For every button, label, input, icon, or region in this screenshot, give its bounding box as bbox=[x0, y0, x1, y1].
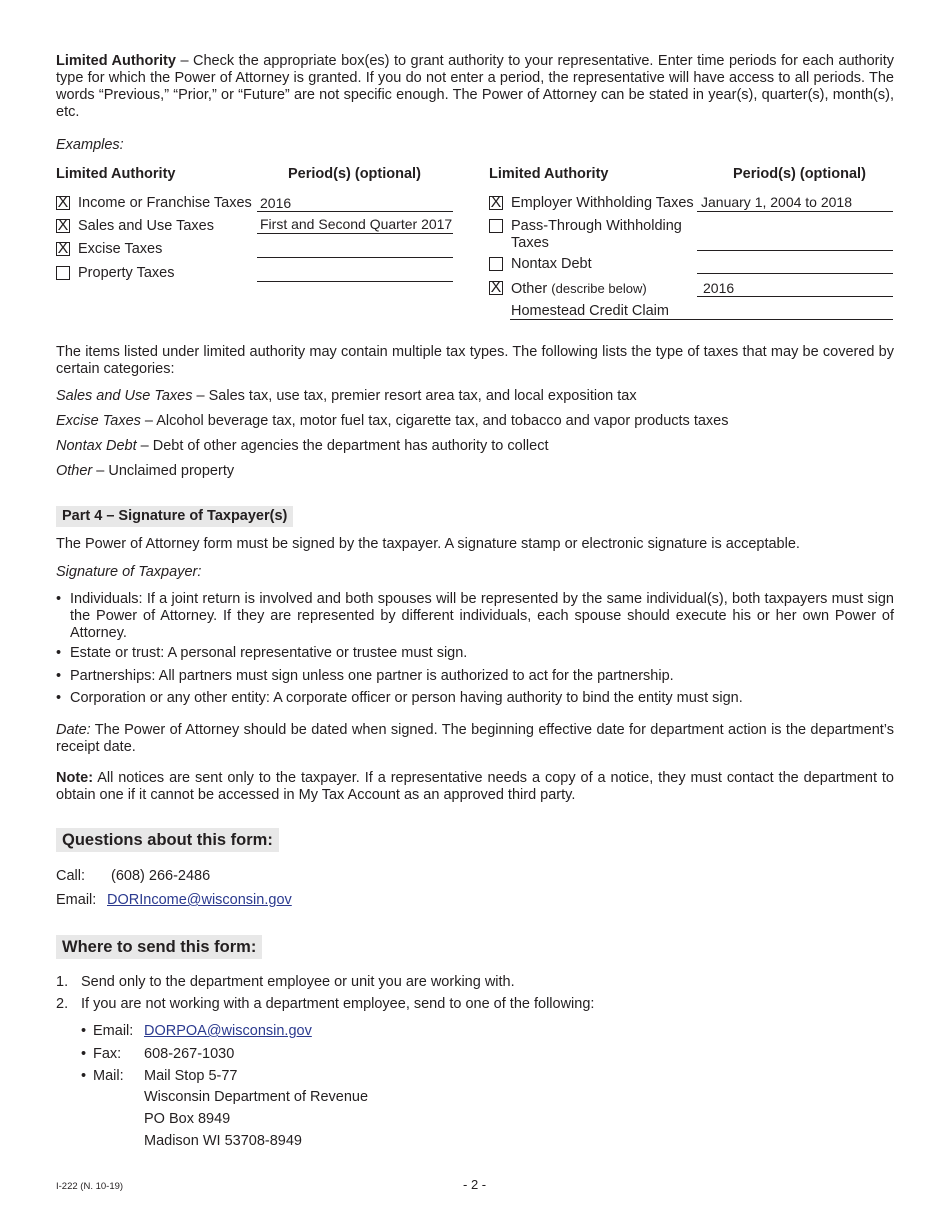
page-number: - 2 - bbox=[463, 1177, 487, 1192]
nontax-debt-period-field[interactable] bbox=[697, 256, 893, 274]
nontax-debt-label: Nontax Debt bbox=[511, 256, 592, 272]
bullet-text: Corporation or any other entity: A corporate officer or person having authority to bind the entity must sign. bbox=[70, 690, 743, 706]
call-value: (608) 266-2486 bbox=[111, 868, 211, 884]
other-description-value: Homestead Credit Claim bbox=[511, 303, 669, 319]
bullet-dot: • bbox=[56, 591, 62, 607]
part4-intro: The Power of Attorney form must be signed by the taxpayer. A signature stamp or electronic signature is acceptable. bbox=[56, 536, 800, 552]
step-2-number: 2. bbox=[56, 996, 69, 1012]
categories-intro: The items listed under limited authority may contain multiple tax types. The following lists the type of taxes that may be covered by certain categories: bbox=[56, 344, 894, 377]
other-checkbox[interactable] bbox=[489, 281, 503, 295]
bullet-estate bbox=[56, 645, 894, 662]
mail-line-2: Wisconsin Department of Revenue bbox=[144, 1089, 369, 1105]
category-nontax-debt bbox=[56, 438, 549, 455]
pass-through-label: Pass-Through Withholding bbox=[511, 218, 682, 234]
limited-authority-intro bbox=[56, 53, 894, 121]
nontax-debt-checkbox[interactable] bbox=[489, 257, 503, 271]
questions-email-link[interactable]: DORIncome@wisconsin.gov bbox=[107, 892, 292, 908]
employer-withholding-label: Employer Withholding Taxes bbox=[511, 195, 694, 211]
pass-through-period-field[interactable] bbox=[697, 233, 893, 251]
part4-heading: Part 4 – Signature of Taxpayer(s) bbox=[56, 506, 293, 527]
date-text: The Power of Attorney should be dated when signed. The beginning effective date for department action is the department’s receipt date. bbox=[56, 722, 894, 755]
income-franchise-check-mark: X bbox=[57, 194, 69, 211]
send-fax-bullet: • bbox=[81, 1046, 87, 1062]
signature-of-taxpayer-label: Signature of Taxpayer: bbox=[56, 564, 202, 580]
category-term: Sales and Use Taxes bbox=[56, 388, 193, 404]
form-id: I-222 (N. 10-19) bbox=[56, 1181, 124, 1192]
excise-label: Excise Taxes bbox=[78, 241, 163, 257]
sales-use-label: Sales and Use Taxes bbox=[78, 218, 214, 234]
sales-use-check-mark: X bbox=[57, 217, 69, 234]
date-label: Date: bbox=[56, 722, 91, 738]
employer-withholding-checkbox[interactable] bbox=[489, 196, 503, 210]
employer-withholding-check-mark: X bbox=[490, 194, 502, 211]
right-col-period-header: Period(s) (optional) bbox=[733, 166, 866, 182]
mail-line-3: PO Box 8949 bbox=[144, 1111, 231, 1127]
other-period-field[interactable] bbox=[697, 279, 893, 297]
send-email-bullet: • bbox=[81, 1023, 87, 1039]
category-other bbox=[56, 463, 234, 480]
bullet-text: Individuals: If a joint return is involved and both spouses will be represented by the same individual(s), both taxpayers must sign the Power of Attorney. If they are represented by different individuals, each spouse should execute his or her own Power of Attorney. bbox=[70, 591, 894, 641]
property-period-field[interactable] bbox=[257, 264, 453, 282]
step-1-text: Send only to the department employee or unit you are working with. bbox=[81, 974, 515, 990]
send-fax-label: Fax: bbox=[93, 1046, 122, 1062]
other-check-mark: X bbox=[490, 279, 502, 296]
bullet-dot: • bbox=[56, 645, 62, 661]
pass-through-checkbox[interactable] bbox=[489, 219, 503, 233]
left-col-period-header: Period(s) (optional) bbox=[288, 166, 421, 182]
bullet-individuals bbox=[56, 591, 894, 642]
other-period-value: 2016 bbox=[703, 280, 735, 296]
income-franchise-period-field[interactable] bbox=[257, 194, 453, 212]
mail-line-4: Madison WI 53708-8949 bbox=[144, 1133, 302, 1149]
note-text: All notices are sent only to the taxpayer. If a representative needs a copy of a notice, they must contact the department to obtain one if it cannot be accessed in My Tax Account as an approved third party. bbox=[56, 770, 894, 803]
other-label-small: (describe below) bbox=[551, 281, 647, 296]
other-label-text: Other bbox=[511, 281, 548, 297]
left-col-authority-header: Limited Authority bbox=[56, 166, 176, 182]
right-col-authority-header: Limited Authority bbox=[489, 166, 609, 182]
examples-label: Examples: bbox=[56, 137, 124, 153]
bullet-text: Partnerships: All partners must sign unless one partner is authorized to act for the partnership. bbox=[70, 668, 674, 684]
questions-heading: Questions about this form: bbox=[56, 828, 279, 852]
limited-authority-intro-bold: Limited Authority bbox=[56, 53, 176, 69]
sales-use-period-value: First and Second Quarter 2017 bbox=[260, 216, 453, 232]
employer-withholding-period-value: January 1, 2004 to 2018 bbox=[701, 194, 853, 210]
date-paragraph bbox=[56, 722, 894, 756]
excise-checkbox[interactable] bbox=[56, 242, 70, 256]
category-term: Excise Taxes bbox=[56, 413, 141, 429]
call-label: Call: bbox=[56, 868, 86, 884]
send-fax-value: 608-267-1030 bbox=[144, 1046, 235, 1062]
category-desc: – Sales tax, use tax, premier resort area tax, and local exposition tax bbox=[192, 388, 637, 404]
employer-withholding-period-field[interactable] bbox=[697, 194, 893, 212]
category-desc: – Debt of other agencies the department has authority to collect bbox=[136, 438, 549, 454]
category-desc: – Alcohol beverage tax, motor fuel tax, cigarette tax, and tobacco and vapor products taxes bbox=[140, 413, 729, 429]
note-label: Note: bbox=[56, 770, 94, 786]
category-term: Other bbox=[56, 463, 93, 479]
questions-email-label: Email: bbox=[56, 892, 97, 908]
category-desc: – Unclaimed property bbox=[92, 463, 235, 479]
income-franchise-checkbox[interactable] bbox=[56, 196, 70, 210]
property-label: Property Taxes bbox=[78, 265, 175, 281]
property-checkbox[interactable] bbox=[56, 266, 70, 280]
sales-use-checkbox[interactable] bbox=[56, 219, 70, 233]
other-label bbox=[511, 280, 647, 298]
bullet-dot: • bbox=[56, 668, 62, 684]
excise-period-field[interactable] bbox=[257, 240, 453, 258]
limited-authority-intro-text: – Check the appropriate box(es) to grant authority to your representative. Enter time periods for each authority type for which the Power of Attorney is granted. If you do not enter a period, the representative will have access to all periods. The words “Previous,” “Prior,” or “Future” are not specific enough. The Power of Attorney can be stated in year(s), quarter(s), month(s), etc. bbox=[56, 53, 894, 120]
bullet-dot: • bbox=[56, 690, 62, 706]
other-description-field[interactable] bbox=[510, 302, 893, 320]
category-sales-use bbox=[56, 388, 637, 405]
excise-check-mark: X bbox=[57, 240, 69, 257]
category-excise bbox=[56, 413, 729, 430]
where-heading: Where to send this form: bbox=[56, 935, 262, 959]
send-mail-label: Mail: bbox=[93, 1068, 124, 1084]
send-mail-bullet: • bbox=[81, 1068, 87, 1084]
bullet-corporation bbox=[56, 690, 894, 707]
mail-line-1: Mail Stop 5-77 bbox=[144, 1068, 238, 1084]
income-franchise-period-value: 2016 bbox=[260, 195, 292, 211]
income-franchise-label: Income or Franchise Taxes bbox=[78, 195, 252, 211]
pass-through-label-line2: Taxes bbox=[511, 235, 549, 251]
note-paragraph bbox=[56, 770, 894, 804]
send-email-link[interactable]: DORPOA@wisconsin.gov bbox=[144, 1023, 312, 1039]
step-1-number: 1. bbox=[56, 974, 69, 990]
bullet-partnerships bbox=[56, 668, 894, 685]
category-term: Nontax Debt bbox=[56, 438, 137, 454]
step-2-text: If you are not working with a department employee, send to one of the following: bbox=[81, 996, 595, 1012]
bullet-text: Estate or trust: A personal representative or trustee must sign. bbox=[70, 645, 468, 661]
send-email-label: Email: bbox=[93, 1023, 134, 1039]
sales-use-period-field[interactable] bbox=[257, 216, 453, 234]
